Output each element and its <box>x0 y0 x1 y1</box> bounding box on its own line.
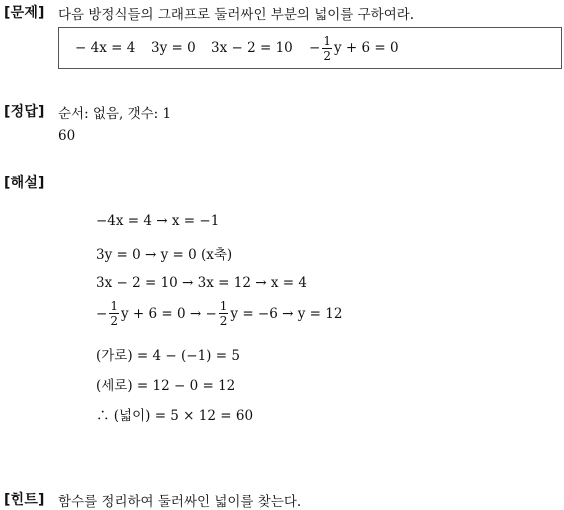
equation-1: − 4x = 4 <box>75 40 136 56</box>
answer-label: [정답] <box>4 104 45 120</box>
fraction-numerator: 1 <box>110 299 118 313</box>
solution-step-2: 3y = 0 → y = 0 (x축) <box>96 247 233 263</box>
equation-4 <box>309 28 399 68</box>
fraction-denominator: 2 <box>219 314 228 328</box>
hint-label: [힌트] <box>4 492 45 508</box>
step-4-fraction-2 <box>219 300 229 327</box>
answer-value: 60 <box>58 128 76 144</box>
fraction-numerator: 1 <box>219 299 228 313</box>
fraction-denominator: 2 <box>323 48 331 63</box>
problem-text: 다음 방정식들의 그래프로 둘러싸인 부분의 넓이를 구하여라. <box>58 7 415 23</box>
solution-label: [해설] <box>4 175 45 191</box>
step-4-fraction-1 <box>109 300 119 327</box>
fraction-numerator: 1 <box>323 33 331 48</box>
solution-step-1: −4x = 4 → x = −1 <box>96 213 220 229</box>
equation-box <box>58 27 562 69</box>
solution-step-7: ∴ (넓이) = 5 × 12 = 60 <box>96 408 254 424</box>
equation-4-fraction <box>322 35 332 62</box>
equation-2: 3y = 0 <box>151 40 196 56</box>
problem-label: [문제] <box>4 5 45 21</box>
solution-step-6: (세로) = 12 − 0 = 12 <box>96 378 236 394</box>
equation-4-rest: y + 6 = 0 <box>333 40 399 56</box>
step-4-sign: − <box>96 305 108 322</box>
fraction-denominator: 2 <box>110 314 118 328</box>
step-4-end: y = −6 → y = 12 <box>230 305 343 322</box>
solution-step-5: (가로) = 4 − (−1) = 5 <box>96 348 240 364</box>
hint-text: 함수를 정리하여 둘러싸인 넓이를 찾는다. <box>58 494 302 510</box>
solution-step-3: 3x − 2 = 10 → 3x = 12 → x = 4 <box>96 275 307 291</box>
step-4-middle: y + 6 = 0 → − <box>120 305 217 322</box>
equation-3: 3x − 2 = 10 <box>211 40 293 56</box>
solution-step-4 <box>96 300 342 327</box>
answer-order-count: 순서: 없음, 갯수: 1 <box>58 106 172 122</box>
equation-4-sign: − <box>309 40 321 56</box>
